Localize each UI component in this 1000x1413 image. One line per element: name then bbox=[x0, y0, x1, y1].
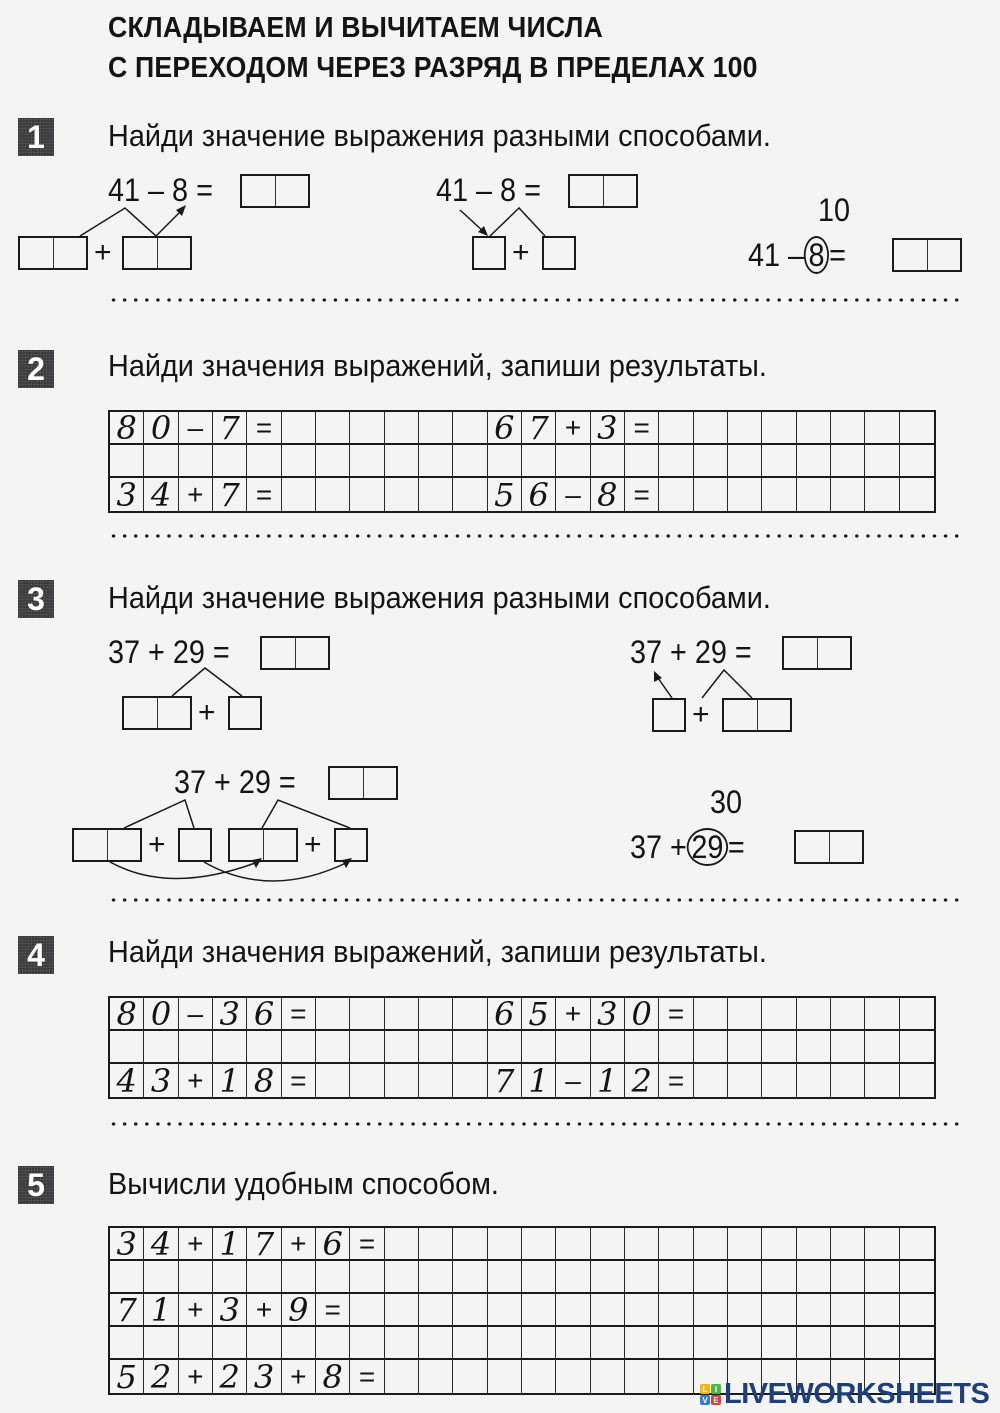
grid-cell[interactable] bbox=[900, 1031, 934, 1064]
grid-cell[interactable]: = bbox=[659, 998, 693, 1031]
grid-cell[interactable]: + bbox=[282, 1228, 316, 1261]
grid-cell[interactable]: 1 bbox=[213, 1064, 247, 1097]
circled-number: 29 bbox=[687, 828, 728, 866]
grid-cell[interactable]: 3 bbox=[110, 1228, 144, 1261]
grid-cell[interactable] bbox=[453, 1031, 487, 1064]
grid-cell[interactable]: + bbox=[556, 412, 590, 445]
grid-cell[interactable] bbox=[591, 1261, 625, 1294]
grid-cell[interactable]: 7 bbox=[522, 412, 556, 445]
grid-cell[interactable] bbox=[762, 1261, 796, 1294]
grid-cell[interactable] bbox=[453, 1360, 487, 1393]
grid-cell[interactable] bbox=[762, 1228, 796, 1261]
answer-box[interactable] bbox=[72, 828, 142, 862]
grid-cell[interactable]: 7 bbox=[110, 1294, 144, 1327]
grid-cell[interactable] bbox=[865, 1327, 899, 1360]
grid-cell[interactable]: = bbox=[282, 998, 316, 1031]
grid-cell[interactable]: 4 bbox=[144, 478, 178, 511]
equals-sign: = bbox=[829, 237, 846, 273]
grid-cell[interactable] bbox=[865, 1261, 899, 1294]
grid-cell[interactable] bbox=[316, 1327, 350, 1360]
grid-cell[interactable]: 2 bbox=[144, 1360, 178, 1393]
grid-cell[interactable]: + bbox=[282, 1360, 316, 1393]
grid-cell[interactable] bbox=[453, 1261, 487, 1294]
grid-cell[interactable]: 7 bbox=[213, 478, 247, 511]
grid-cell[interactable] bbox=[728, 1261, 762, 1294]
grid-cell[interactable] bbox=[350, 1031, 384, 1064]
grid-cell[interactable] bbox=[522, 1031, 556, 1064]
grid-cell[interactable]: = bbox=[625, 412, 659, 445]
grid-cell[interactable] bbox=[419, 1327, 453, 1360]
answer-box[interactable] bbox=[334, 828, 368, 862]
grid-cell[interactable] bbox=[144, 1261, 178, 1294]
grid-cell[interactable]: 6 bbox=[247, 998, 281, 1031]
grid-cell[interactable] bbox=[762, 1294, 796, 1327]
grid-cell[interactable] bbox=[797, 1228, 831, 1261]
grid-cell[interactable]: 5 bbox=[488, 478, 522, 511]
grid-cell[interactable] bbox=[316, 1064, 350, 1097]
grid-cell[interactable]: 0 bbox=[144, 998, 178, 1031]
grid-cell[interactable]: 3 bbox=[144, 1064, 178, 1097]
task-number-badge: 4 bbox=[18, 936, 54, 974]
grid-cell[interactable] bbox=[522, 1327, 556, 1360]
grid-cell[interactable]: = bbox=[316, 1294, 350, 1327]
grid-cell[interactable]: = bbox=[282, 1064, 316, 1097]
grid-cell[interactable] bbox=[694, 1327, 728, 1360]
grid-cell[interactable] bbox=[385, 1261, 419, 1294]
grid-cell[interactable] bbox=[282, 1261, 316, 1294]
grid-cell[interactable]: = bbox=[350, 1228, 384, 1261]
grid-cell[interactable] bbox=[591, 1360, 625, 1393]
task-number-badge: 3 bbox=[18, 580, 54, 618]
expression: 37 + 29 = bbox=[174, 764, 296, 800]
grid-cell[interactable] bbox=[453, 1327, 487, 1360]
grid-cell[interactable] bbox=[556, 1360, 590, 1393]
grid-cell[interactable]: 7 bbox=[213, 412, 247, 445]
grid-cell[interactable] bbox=[831, 1228, 865, 1261]
grid-cell[interactable] bbox=[694, 1031, 728, 1064]
grid-cell[interactable] bbox=[556, 1031, 590, 1064]
grid-cell[interactable]: 3 bbox=[213, 998, 247, 1031]
grid-cell[interactable] bbox=[488, 1294, 522, 1327]
task-instruction: Найди значения выражений, запиши результаты. bbox=[108, 348, 767, 383]
grid-cell[interactable] bbox=[213, 1031, 247, 1064]
grid-cell[interactable] bbox=[350, 1261, 384, 1294]
grid-cell[interactable] bbox=[385, 1294, 419, 1327]
grid-cell[interactable] bbox=[762, 1064, 796, 1097]
grid-cell[interactable] bbox=[144, 1327, 178, 1360]
grid-cell[interactable] bbox=[316, 1031, 350, 1064]
equals-sign: = bbox=[727, 829, 745, 865]
grid-cell[interactable]: – bbox=[556, 1064, 590, 1097]
task-instruction: Найди значение выражения разными способами. bbox=[108, 118, 771, 153]
grid-cell[interactable] bbox=[591, 1294, 625, 1327]
liveworksheets-logo bbox=[700, 1378, 989, 1411]
grid-cell[interactable]: + bbox=[179, 1228, 213, 1261]
grid-cell[interactable] bbox=[900, 998, 934, 1031]
round-number-hint: 10 bbox=[818, 192, 851, 228]
grid-cell[interactable] bbox=[625, 1261, 659, 1294]
grid-cell[interactable] bbox=[385, 1327, 419, 1360]
grid-cell[interactable] bbox=[625, 1228, 659, 1261]
grid-cell[interactable]: 8 bbox=[110, 412, 144, 445]
grid-cell[interactable]: 1 bbox=[522, 1064, 556, 1097]
grid-cell[interactable] bbox=[659, 1228, 693, 1261]
grid-cell[interactable] bbox=[522, 1360, 556, 1393]
grid-cell[interactable] bbox=[453, 1228, 487, 1261]
grid-cell[interactable] bbox=[797, 998, 831, 1031]
grid-cell[interactable]: + bbox=[247, 1294, 281, 1327]
grid-cell[interactable]: 3 bbox=[591, 412, 625, 445]
grid-cell[interactable] bbox=[350, 1327, 384, 1360]
grid-cell[interactable] bbox=[419, 1228, 453, 1261]
grid-cell[interactable]: 8 bbox=[247, 1064, 281, 1097]
grid-cell[interactable] bbox=[831, 1064, 865, 1097]
task-number-badge: 2 bbox=[18, 350, 54, 388]
grid-cell[interactable] bbox=[179, 1261, 213, 1294]
grid-cell[interactable] bbox=[625, 1360, 659, 1393]
task-instruction: Найди значение выражения разными способами. bbox=[108, 580, 771, 615]
grid-cell[interactable]: + bbox=[556, 998, 590, 1031]
plus-sign: + bbox=[692, 698, 710, 731]
grid-cell[interactable] bbox=[591, 1327, 625, 1360]
grid-cell[interactable] bbox=[419, 1064, 453, 1097]
grid-cell[interactable] bbox=[556, 1228, 590, 1261]
grid-cell[interactable] bbox=[591, 1228, 625, 1261]
answer-box[interactable] bbox=[328, 766, 398, 800]
grid-cell[interactable]: 8 bbox=[110, 998, 144, 1031]
answer-grid[interactable] bbox=[108, 996, 936, 1099]
grid-cell[interactable] bbox=[385, 998, 419, 1031]
grid-cell[interactable] bbox=[865, 1294, 899, 1327]
grid-cell[interactable] bbox=[247, 1327, 281, 1360]
grid-cell[interactable] bbox=[453, 998, 487, 1031]
grid-cell[interactable] bbox=[694, 1064, 728, 1097]
grid-cell[interactable]: 9 bbox=[282, 1294, 316, 1327]
grid-cell[interactable] bbox=[625, 1294, 659, 1327]
grid-cell[interactable]: 2 bbox=[213, 1360, 247, 1393]
grid-cell[interactable]: 4 bbox=[110, 1064, 144, 1097]
grid-cell[interactable] bbox=[110, 1031, 144, 1064]
grid-cell[interactable] bbox=[659, 1327, 693, 1360]
grid-cell[interactable]: + bbox=[179, 1360, 213, 1393]
grid-cell[interactable]: – bbox=[556, 478, 590, 511]
grid-cell[interactable] bbox=[728, 998, 762, 1031]
grid-cell[interactable] bbox=[797, 1031, 831, 1064]
grid-cell[interactable] bbox=[831, 1261, 865, 1294]
grid-cell[interactable] bbox=[694, 1261, 728, 1294]
grid-cell[interactable] bbox=[522, 1261, 556, 1294]
grid-cell[interactable] bbox=[797, 1327, 831, 1360]
plus-sign: + bbox=[512, 236, 530, 269]
grid-cell[interactable] bbox=[831, 1031, 865, 1064]
expression: 41 – 8 = bbox=[108, 172, 213, 208]
grid-cell[interactable]: 8 bbox=[316, 1360, 350, 1393]
grid-cell[interactable]: 1 bbox=[591, 1064, 625, 1097]
grid-cell[interactable]: 0 bbox=[144, 412, 178, 445]
grid-cell[interactable] bbox=[213, 1261, 247, 1294]
grid-cell[interactable] bbox=[419, 1261, 453, 1294]
grid-cell[interactable]: 1 bbox=[144, 1294, 178, 1327]
grid-cell[interactable] bbox=[694, 1228, 728, 1261]
grid-cell[interactable]: 6 bbox=[488, 998, 522, 1031]
grid-cell[interactable]: 8 bbox=[591, 478, 625, 511]
grid-cell[interactable]: + bbox=[179, 1294, 213, 1327]
grid-cell[interactable] bbox=[694, 1294, 728, 1327]
grid-cell[interactable] bbox=[419, 998, 453, 1031]
grid-cell[interactable] bbox=[762, 1031, 796, 1064]
grid-cell[interactable]: 7 bbox=[247, 1228, 281, 1261]
task-instruction: Найди значения выражений, запиши результаты. bbox=[108, 934, 767, 969]
grid-cell[interactable] bbox=[488, 1228, 522, 1261]
grid-cell[interactable] bbox=[900, 1228, 934, 1261]
grid-cell[interactable] bbox=[419, 1294, 453, 1327]
grid-cell[interactable]: – bbox=[179, 412, 213, 445]
grid-cell[interactable] bbox=[865, 1031, 899, 1064]
plus-sign: + bbox=[148, 828, 166, 861]
grid-cell[interactable]: 7 bbox=[488, 1064, 522, 1097]
grid-cell[interactable] bbox=[659, 1360, 693, 1393]
grid-cell[interactable] bbox=[385, 1228, 419, 1261]
grid-cell[interactable]: – bbox=[179, 998, 213, 1031]
grid-cell[interactable] bbox=[659, 1261, 693, 1294]
grid-cell[interactable] bbox=[488, 1261, 522, 1294]
grid-cell[interactable] bbox=[625, 1031, 659, 1064]
grid-cell[interactable]: 6 bbox=[488, 412, 522, 445]
grid-cell[interactable] bbox=[556, 1294, 590, 1327]
expression-left: 41 – bbox=[748, 237, 805, 273]
grid-cell[interactable] bbox=[179, 1031, 213, 1064]
grid-cell[interactable]: 3 bbox=[213, 1294, 247, 1327]
dotted-separator bbox=[108, 1122, 963, 1126]
grid-cell[interactable] bbox=[865, 998, 899, 1031]
grid-cell[interactable] bbox=[865, 1228, 899, 1261]
grid-cell[interactable]: = bbox=[625, 478, 659, 511]
grid-cell[interactable] bbox=[385, 1031, 419, 1064]
task-number-badge: 5 bbox=[18, 1166, 54, 1204]
grid-cell[interactable] bbox=[762, 1327, 796, 1360]
grid-cell[interactable] bbox=[900, 1261, 934, 1294]
grid-cell[interactable]: 5 bbox=[110, 1360, 144, 1393]
grid-cell[interactable] bbox=[659, 1031, 693, 1064]
logo-tiles-icon: L I V E bbox=[700, 1384, 721, 1405]
grid-cell[interactable] bbox=[453, 1064, 487, 1097]
grid-cell[interactable] bbox=[522, 1228, 556, 1261]
grid-cell[interactable]: = bbox=[350, 1360, 384, 1393]
grid-cell[interactable] bbox=[900, 1064, 934, 1097]
grid-cell[interactable] bbox=[728, 1064, 762, 1097]
task-number-badge: 1 bbox=[18, 118, 54, 156]
grid-cell[interactable]: 6 bbox=[316, 1228, 350, 1261]
grid-cell[interactable]: 1 bbox=[213, 1228, 247, 1261]
grid-cell[interactable] bbox=[797, 1294, 831, 1327]
expression bbox=[630, 828, 745, 866]
grid-cell[interactable] bbox=[831, 998, 865, 1031]
grid-cell[interactable] bbox=[247, 1031, 281, 1064]
expression: 41 – 8 = bbox=[436, 172, 541, 208]
grid-cell[interactable] bbox=[488, 1360, 522, 1393]
plus-sign: + bbox=[94, 236, 112, 269]
grid-cell[interactable] bbox=[110, 1261, 144, 1294]
answer-grid[interactable] bbox=[108, 1226, 936, 1395]
grid-cell[interactable] bbox=[522, 1294, 556, 1327]
logo-text: LIVEWORKSHEETS bbox=[724, 1378, 990, 1410]
grid-cell[interactable] bbox=[728, 1327, 762, 1360]
grid-cell[interactable] bbox=[316, 998, 350, 1031]
grid-cell[interactable] bbox=[762, 998, 796, 1031]
worksheet-title-line1: СКЛАДЫВАЕМ И ВЫЧИТАЕМ ЧИСЛА bbox=[108, 12, 604, 44]
grid-cell[interactable] bbox=[659, 1294, 693, 1327]
grid-cell[interactable] bbox=[179, 1327, 213, 1360]
dotted-separator bbox=[108, 898, 963, 902]
answer-box[interactable] bbox=[178, 828, 212, 862]
grid-cell[interactable] bbox=[453, 1294, 487, 1327]
grid-cell[interactable] bbox=[556, 1261, 590, 1294]
grid-cell[interactable] bbox=[556, 1327, 590, 1360]
plus-sign: + bbox=[198, 696, 216, 729]
grid-cell[interactable] bbox=[625, 1327, 659, 1360]
grid-cell[interactable] bbox=[591, 1031, 625, 1064]
grid-cell[interactable] bbox=[900, 1327, 934, 1360]
grid-cell[interactable]: 5 bbox=[522, 998, 556, 1031]
grid-cell[interactable] bbox=[900, 1294, 934, 1327]
worksheet-title-line2: С ПЕРЕХОДОМ ЧЕРЕЗ РАЗРЯД В ПРЕДЕЛАХ 100 bbox=[108, 52, 758, 84]
grid-cell[interactable] bbox=[831, 1294, 865, 1327]
grid-cell[interactable] bbox=[144, 1031, 178, 1064]
grid-cell[interactable]: 3 bbox=[247, 1360, 281, 1393]
grid-cell[interactable] bbox=[797, 1261, 831, 1294]
grid-cell[interactable] bbox=[419, 1360, 453, 1393]
grid-cell[interactable] bbox=[350, 998, 384, 1031]
grid-cell[interactable]: 2 bbox=[625, 1064, 659, 1097]
answer-box[interactable] bbox=[228, 828, 298, 862]
grid-cell[interactable]: 3 bbox=[591, 998, 625, 1031]
expression-left: 37 + bbox=[630, 829, 687, 865]
grid-cell[interactable] bbox=[488, 1031, 522, 1064]
grid-cell[interactable] bbox=[316, 1261, 350, 1294]
grid-cell[interactable] bbox=[247, 1261, 281, 1294]
grid-cell[interactable]: + bbox=[179, 478, 213, 511]
round-number-hint: 30 bbox=[710, 784, 743, 820]
grid-cell[interactable] bbox=[385, 1360, 419, 1393]
grid-cell[interactable] bbox=[282, 1031, 316, 1064]
grid-cell[interactable] bbox=[385, 1064, 419, 1097]
grid-cell[interactable] bbox=[728, 1031, 762, 1064]
grid-cell[interactable] bbox=[350, 1294, 384, 1327]
plus-sign: + bbox=[304, 828, 322, 861]
grid-cell[interactable] bbox=[213, 1327, 247, 1360]
grid-cell[interactable] bbox=[694, 998, 728, 1031]
answer-box[interactable] bbox=[794, 830, 864, 864]
grid-cell[interactable] bbox=[865, 1064, 899, 1097]
grid-cell[interactable]: + bbox=[179, 1064, 213, 1097]
grid-cell[interactable] bbox=[831, 1327, 865, 1360]
grid-cell[interactable] bbox=[350, 1064, 384, 1097]
grid-cell[interactable] bbox=[797, 1064, 831, 1097]
grid-cell[interactable] bbox=[110, 1327, 144, 1360]
grid-cell[interactable] bbox=[728, 1294, 762, 1327]
grid-cell[interactable] bbox=[728, 1228, 762, 1261]
grid-cell[interactable]: 6 bbox=[522, 478, 556, 511]
grid-cell[interactable]: 3 bbox=[110, 478, 144, 511]
circled-number: 8 bbox=[804, 236, 829, 274]
expression: 37 + 29 = bbox=[108, 634, 230, 670]
expression: 37 + 29 = bbox=[630, 634, 752, 670]
grid-cell[interactable]: = bbox=[247, 412, 281, 445]
grid-cell[interactable]: = bbox=[247, 478, 281, 511]
grid-cell[interactable]: 4 bbox=[144, 1228, 178, 1261]
grid-cell[interactable] bbox=[282, 1327, 316, 1360]
task-instruction: Вычисли удобным способом. bbox=[108, 1166, 499, 1201]
grid-cell[interactable]: 0 bbox=[625, 998, 659, 1031]
grid-cell[interactable] bbox=[419, 1031, 453, 1064]
grid-cell[interactable]: = bbox=[659, 1064, 693, 1097]
grid-cell[interactable] bbox=[488, 1327, 522, 1360]
